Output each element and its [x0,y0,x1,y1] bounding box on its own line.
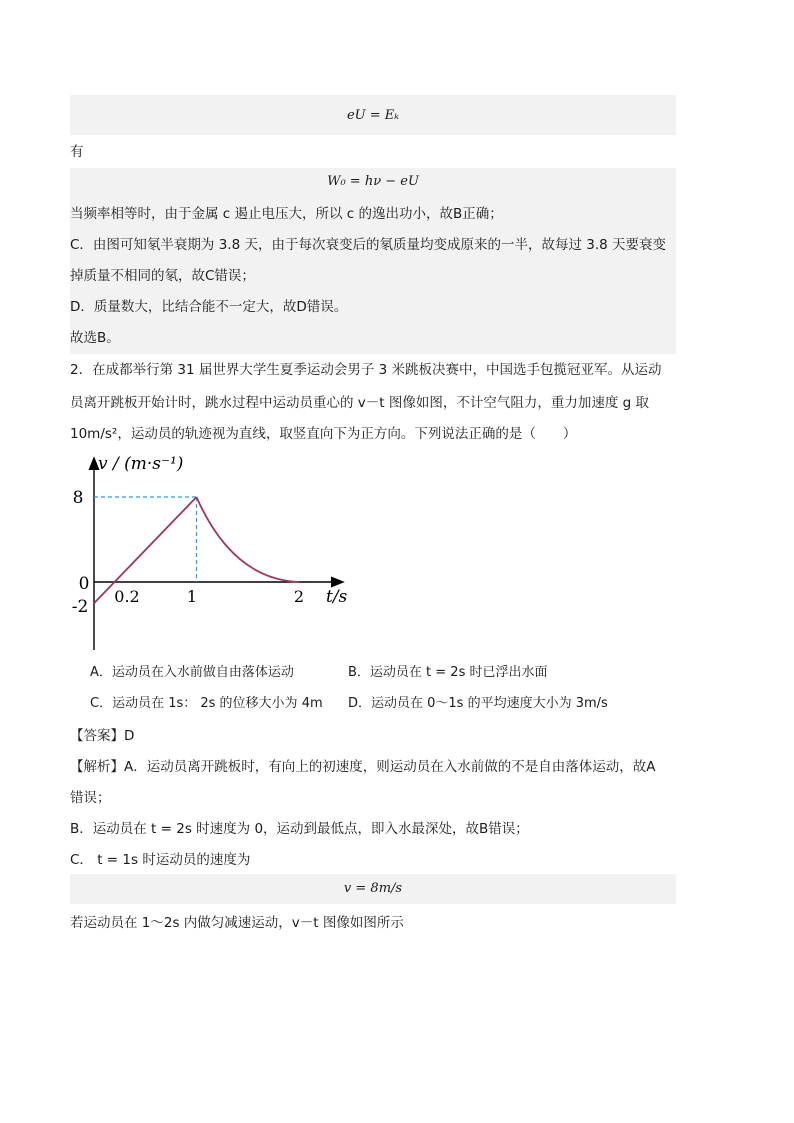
option-c: C．运动员在 1s： 2s 的位移大小为 4m [90,696,323,711]
equation-v8: v = 8m/s [343,881,403,896]
equation-eU: eU = Eₖ [346,108,400,123]
option-a: A．运动员在入水前做自由落体运动 [90,665,294,680]
question-2-line-2: 员离开跳板开始计时，跳水过程中运动员重心的 v－t 图像如图，不计空气阻力，重力加速度 g 取 [70,395,650,411]
analysis-last: 若运动员在 1～2s 内做匀减速运动，v－t 图像如图所示 [70,915,404,931]
analysis-b: B．运动员在 t = 2s 时速度为 0，运动到最低点，即入水最深处，故B错误； [70,821,529,837]
x-tick-0.2: 0.2 [114,587,140,606]
y-tick-0: 0 [78,574,90,594]
series-linear-segment [94,497,197,603]
analysis-line-2: 错误； [70,790,111,806]
text-you: 有 [70,144,84,160]
analysis-line-1: 【解析】A．运动员离开跳板时，有向上的初速度，则运动员在入水前做的不是自由落体运动，故A [70,759,656,775]
question-2-line-1: 2．在成都举行第 31 届世界大学生夏季运动会男子 3 米跳板决赛中，中国选手包揽冠亚军。从运动 [70,362,662,378]
option-b: B．运动员在 t = 2s 时已浮出水面 [348,665,548,680]
text-b-correct: 当频率相等时，由于金属 c 遏止电压大，所以 c 的逸出功小，故B正确； [70,206,503,222]
x-tick-2: 2 [293,587,305,606]
question-2-line-3: 10m/s²，运动员的轨迹视为直线，取竖直向下为正方向。下列说法正确的是（ ） [70,426,577,442]
answer: 【答案】D [70,728,135,744]
vt-graph [60,445,360,655]
y-tick-8: 8 [72,488,84,508]
text-c-1: C．由图可知氡半衰期为 3.8 天，由于每次衰变后的氡质量均变成原来的一半，故每过 3.8 天要衰变 [70,237,667,253]
equation-w0: W₀ = hν − eU [327,174,419,189]
text-c-2: 掉质量不相同的氡，故C错误； [70,268,255,284]
x-axis-label: t/s [326,587,348,607]
analysis-c: C． t = 1s 时运动员的速度为 [70,852,251,868]
text-band-1 [70,168,676,354]
x-tick-1: 1 [186,587,198,606]
text-select-b: 故选B。 [70,330,120,346]
text-d: D．质量数大，比结合能不一定大，故D错误。 [70,299,348,315]
option-d: D．运动员在 0～1s 的平均速度大小为 3m/s [348,696,608,711]
y-axis-label: v / (m·s⁻¹) [98,454,184,474]
y-tick-neg2: -2 [71,597,89,617]
series-curve-segment [197,497,300,582]
